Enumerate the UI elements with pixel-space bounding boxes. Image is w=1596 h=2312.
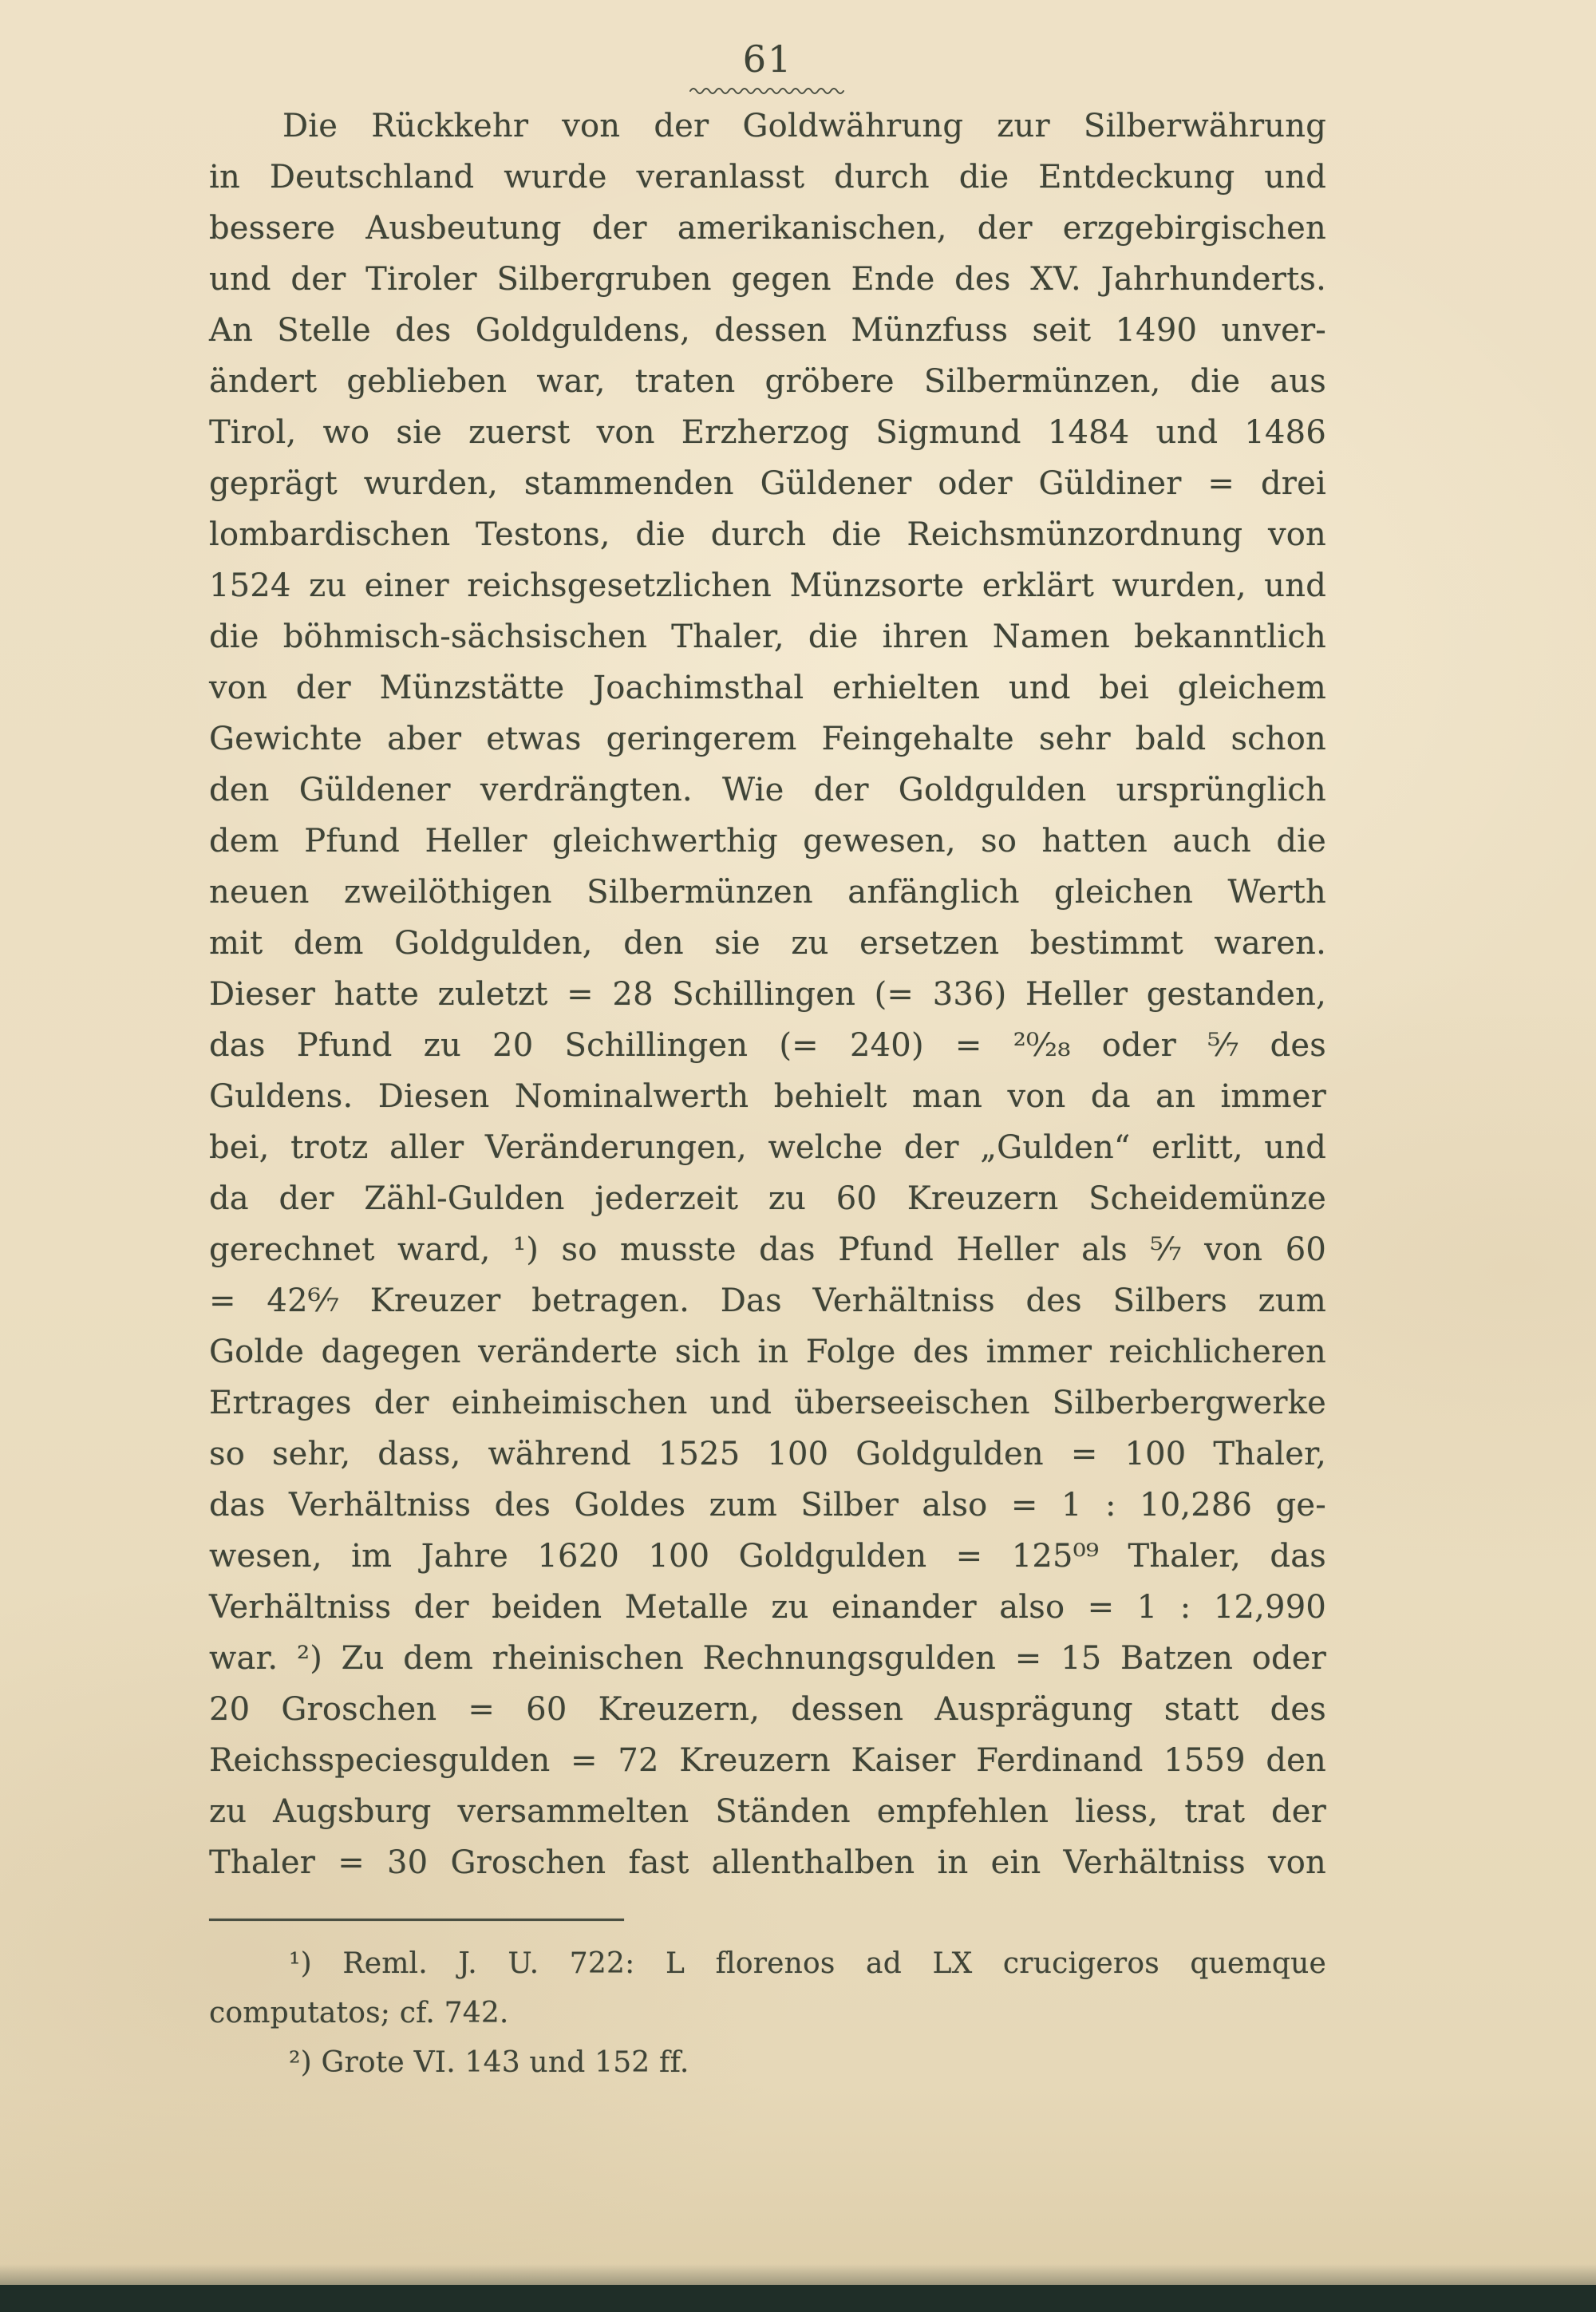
footnote-line: ²) Grote VI. 143 und 152 ff. [289,2046,689,2079]
scan-background-bar [0,2285,1596,2312]
text-line: Tirol, wo sie zuerst von Erzherzog Sigmund 1484 und 1486 [209,414,1326,451]
text-line: Dieser hatte zuletzt = 28 Schillingen (= 336) Heller gestanden, [209,976,1326,1013]
page-bottom-shadow [0,2264,1596,2285]
text-line: 1524 zu einer reichsgesetzlichen Münzsorte erklärt wurden, und [209,567,1326,604]
text-line: gerechnet ward, ¹) so musste das Pfund Heller als ⁵⁄₇ von 60 [209,1231,1326,1268]
text-line: mit dem Goldgulden, den sie zu ersetzen bestimmt waren. [209,925,1326,962]
footnote-line: computatos; cf. 742. [209,1997,509,2029]
text-line: war. ²) Zu dem rheinischen Rechnungsgulden = 15 Batzen oder [209,1640,1326,1677]
text-line: neuen zweilöthigen Silbermünzen anfänglich gleichen Werth [209,874,1326,911]
text-line: bessere Ausbeutung der amerikanischen, der erzgebirgischen [209,210,1326,247]
text-line: Golde dagegen veränderte sich in Folge des immer reichlicheren [209,1334,1326,1370]
text-line: Ertrages der einheimischen und überseeischen Silberbergwerke [209,1385,1326,1421]
text-line: den Güldener verdrängten. Wie der Goldgulden ursprünglich [209,772,1326,808]
text-line: Thaler = 30 Groschen fast allenthalben in ein Verhältniss von [209,1844,1326,1881]
text-line: An Stelle des Goldguldens, dessen Münzfuss seit 1490 unver- [209,312,1326,349]
text-line: das Pfund zu 20 Schillingen (= 240) = ²⁰⁄₂₈ oder ⁵⁄₇ des [209,1027,1326,1064]
text-line: Verhältniss der beiden Metalle zu einander also = 1 : 12,990 [209,1589,1326,1626]
text-line: Reichsspeciesgulden = 72 Kreuzern Kaiser Ferdinand 1559 den [209,1742,1326,1779]
page-left-edge-shadow [0,0,41,2312]
text-line: dem Pfund Heller gleichwerthig gewesen, so hatten auch die [209,823,1326,860]
text-line: Die Rückkehr von der Goldwährung zur Silberwährung [282,108,1326,144]
text-line: und der Tiroler Silbergruben gegen Ende des XV. Jahrhunderts. [209,261,1326,298]
text-line: ändert geblieben war, traten gröbere Silbermünzen, die aus [209,363,1326,400]
text-line: bei, trotz aller Veränderungen, welche der „Gulden“ erlitt, und [209,1129,1326,1166]
footnote-separator-rule [209,1919,624,1921]
page-number-wavy-underline [688,85,847,96]
body-paragraph [209,101,1326,1888]
text-line: geprägt wurden, stammenden Güldener oder Güldiner = drei [209,465,1326,502]
text-line: da der Zähl-Gulden jederzeit zu 60 Kreuzern Scheidemünze [209,1180,1326,1217]
footnote-line: ¹) Reml. J. U. 722: L florenos ad LX crucigeros quemque [289,1947,1326,1980]
text-line: das Verhältniss des Goldes zum Silber also = 1 : 10,286 ge- [209,1487,1326,1524]
text-line: Guldens. Diesen Nominalwerth behielt man von da an immer [209,1078,1326,1115]
text-line: 20 Groschen = 60 Kreuzern, dessen Ausprägung statt des [209,1691,1326,1728]
text-line: zu Augsburg versammelten Ständen empfehlen liess, trat der [209,1793,1326,1830]
text-line: Gewichte aber etwas geringerem Feingehalte sehr bald schon [209,721,1326,757]
text-line: die böhmisch-sächsischen Thaler, die ihren Namen bekanntlich [209,619,1326,655]
text-line: wesen, im Jahre 1620 100 Goldgulden = 125⁰⁹ Thaler, das [209,1538,1326,1575]
text-line: = 42⁶⁄₇ Kreuzer betragen. Das Verhältniss des Silbers zum [209,1282,1326,1319]
text-line: lombardischen Testons, die durch die Reichsmünzordnung von [209,516,1326,553]
text-line: so sehr, dass, während 1525 100 Goldgulden = 100 Thaler, [209,1436,1326,1472]
text-line: in Deutschland wurde veranlasst durch die Entdeckung und [209,159,1326,196]
page-number: 61 [742,38,793,81]
footnotes [209,1939,1326,2088]
text-line: von der Münzstätte Joachimsthal erhielten und bei gleichem [209,670,1326,706]
